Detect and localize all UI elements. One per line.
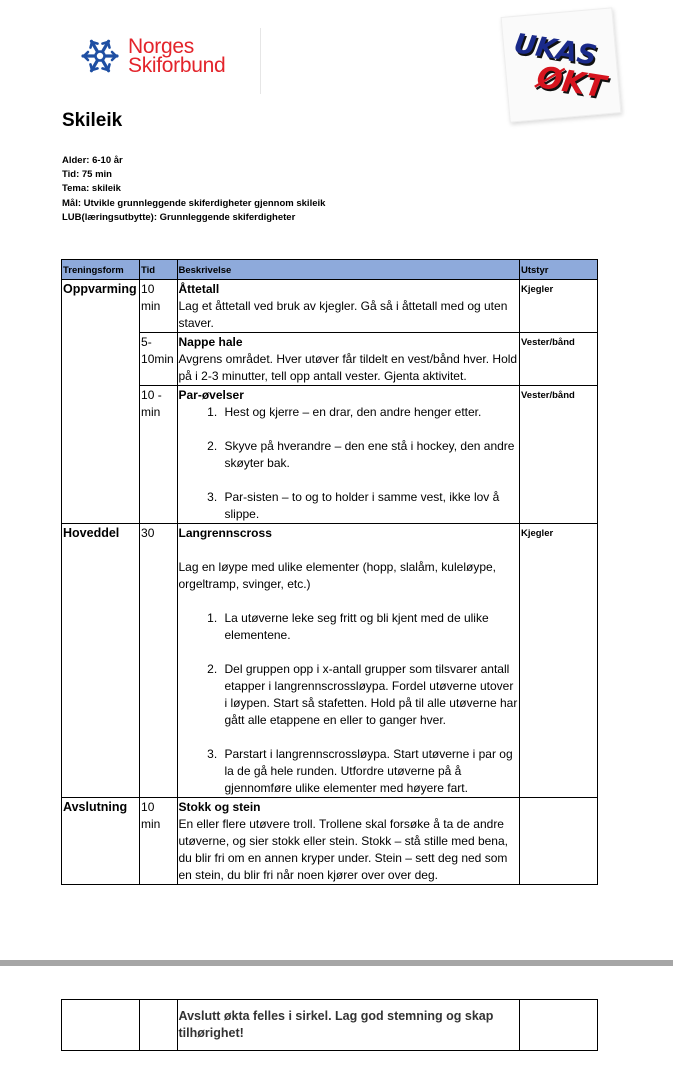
table-row [62, 333, 598, 386]
meta-theme: Tema: skileik [62, 183, 121, 195]
ukas-okt-badge [501, 7, 622, 122]
list-item: 1. La utøverne leke seg fritt og bli kjent med de ulike elementene. [221, 610, 518, 644]
table-row [62, 1000, 598, 1051]
spacer [179, 593, 518, 610]
badge-line-1: UKAS [511, 28, 599, 72]
tid-cell: 10 min [140, 280, 177, 333]
list-item: 3. Parstart i langrennscrossløypa. Start utøverne i par og la de gå hele runden. Utfordre utøverne på å gjennomføre ulike elementer med høyere fart. [221, 746, 518, 797]
equipment-cell [519, 798, 597, 885]
description-cell [177, 333, 519, 386]
list-item: 3. Par-sisten – to og to holder i samme vest, ikke lov å slippe. [221, 489, 518, 523]
activity-title: Nappe hale [178, 335, 243, 349]
logo-divider [260, 28, 261, 94]
description-cell [177, 280, 519, 333]
equipment-cell: Vester/bånd [519, 386, 597, 524]
tid-cell: 30 [140, 524, 177, 798]
activity-title: Par-øvelser [178, 388, 244, 402]
phase-oppvarming: Oppvarming [62, 280, 140, 524]
activity-title: Åttetall [178, 282, 220, 296]
tid-cell: 10 - min [140, 386, 177, 524]
equipment-cell: Kjegler [519, 524, 597, 798]
meta-age: Alder: 6-10 år [62, 155, 123, 166]
phase-avslutning: Avslutning [62, 798, 140, 885]
session-meta [62, 154, 325, 225]
snowflake-icon [80, 36, 120, 76]
header-treningsform: Treningsform [62, 260, 140, 280]
activity-intro: Lag en løype med ulike elementer (hopp, slalåm, kuleløype, orgeltramp, svinger, etc.) [178, 560, 496, 591]
equipment-cell: Kjegler [519, 280, 597, 333]
activity-text: Avgrens området. Hver utøver får tildelt en vest/bånd hver. Hold på i 2-3 minutter, tell opp antall vester. Gjenta aktivitet. [178, 352, 518, 383]
badge-line-2: ØKT [534, 59, 609, 106]
tid-cell: 5-10min [140, 333, 177, 386]
equipment-cell: Vester/bånd [519, 333, 597, 386]
logo-line-2: Skiforbund [128, 54, 226, 77]
activity-list [179, 404, 518, 523]
list-item: 1. Hest og kjerre – en drar, den andre henger etter. [221, 404, 518, 421]
activity-text: En eller flere utøvere troll. Trollene skal forsøke å ta de andre utøverne, og sier stokk eller stein. Stokk – stå stille med bena, du blir fri om en annen kryper under. Stein – sett deg ned som en stein, du blir fri når noen kjører over over deg. [178, 817, 508, 882]
phase-hoveddel: Hoveddel [62, 524, 140, 798]
activity-title: Stokk og stein [178, 800, 261, 814]
header-tid: Tid [140, 260, 177, 280]
page-break-divider [0, 960, 673, 966]
header-utstyr: Utstyr [519, 260, 597, 280]
table-row [62, 798, 598, 885]
norges-skiforbund-logo [80, 36, 225, 76]
table-row [62, 280, 598, 333]
table-row [62, 524, 598, 798]
activity-text: Lag et åttetall ved bruk av kjegler. Gå så i åttetall med og uten staver. [178, 299, 508, 330]
description-cell [177, 524, 519, 798]
empty-cell [62, 1000, 140, 1051]
activity-list [179, 610, 518, 797]
list-item: 2. Del gruppen opp i x-antall grupper som tilsvarer antall etapper i langrennscrossløypa. Fordel utøverne utover i løypen. Start så stafetten. Hold på til alle utøverne har gått alle etappene en eller to ganger hver. [221, 661, 518, 729]
training-plan-table [61, 259, 598, 885]
closing-table [61, 999, 598, 1051]
meta-goal: Mål: Utvikle grunnleggende skiferdigheter gjennom skileik [62, 197, 326, 209]
activity-title: Langrennscross [178, 526, 272, 540]
logo-wordmark [128, 37, 225, 75]
empty-cell [519, 1000, 597, 1051]
header-beskrivelse: Beskrivelse [177, 260, 519, 280]
closing-text: Avslutt økta felles i sirkel. Lag god stemning og skap tilhørighet! [177, 1000, 519, 1051]
tid-cell: 10 min [140, 798, 177, 885]
empty-cell [140, 1000, 177, 1051]
meta-lub: LUB(læringsutbytte): Grunnleggende skiferdigheter [62, 211, 296, 223]
description-cell [177, 798, 519, 885]
logo-line-1: Norges [128, 35, 194, 58]
table-header-row [62, 260, 598, 280]
page-title: Skileik [62, 110, 123, 131]
description-cell [177, 386, 519, 524]
meta-time: Tid: 75 min [62, 169, 112, 181]
table-row [62, 386, 598, 524]
list-item: 2. Skyve på hverandre – den ene stå i hockey, den andre skøyter bak. [221, 438, 518, 472]
spacer [179, 542, 518, 559]
